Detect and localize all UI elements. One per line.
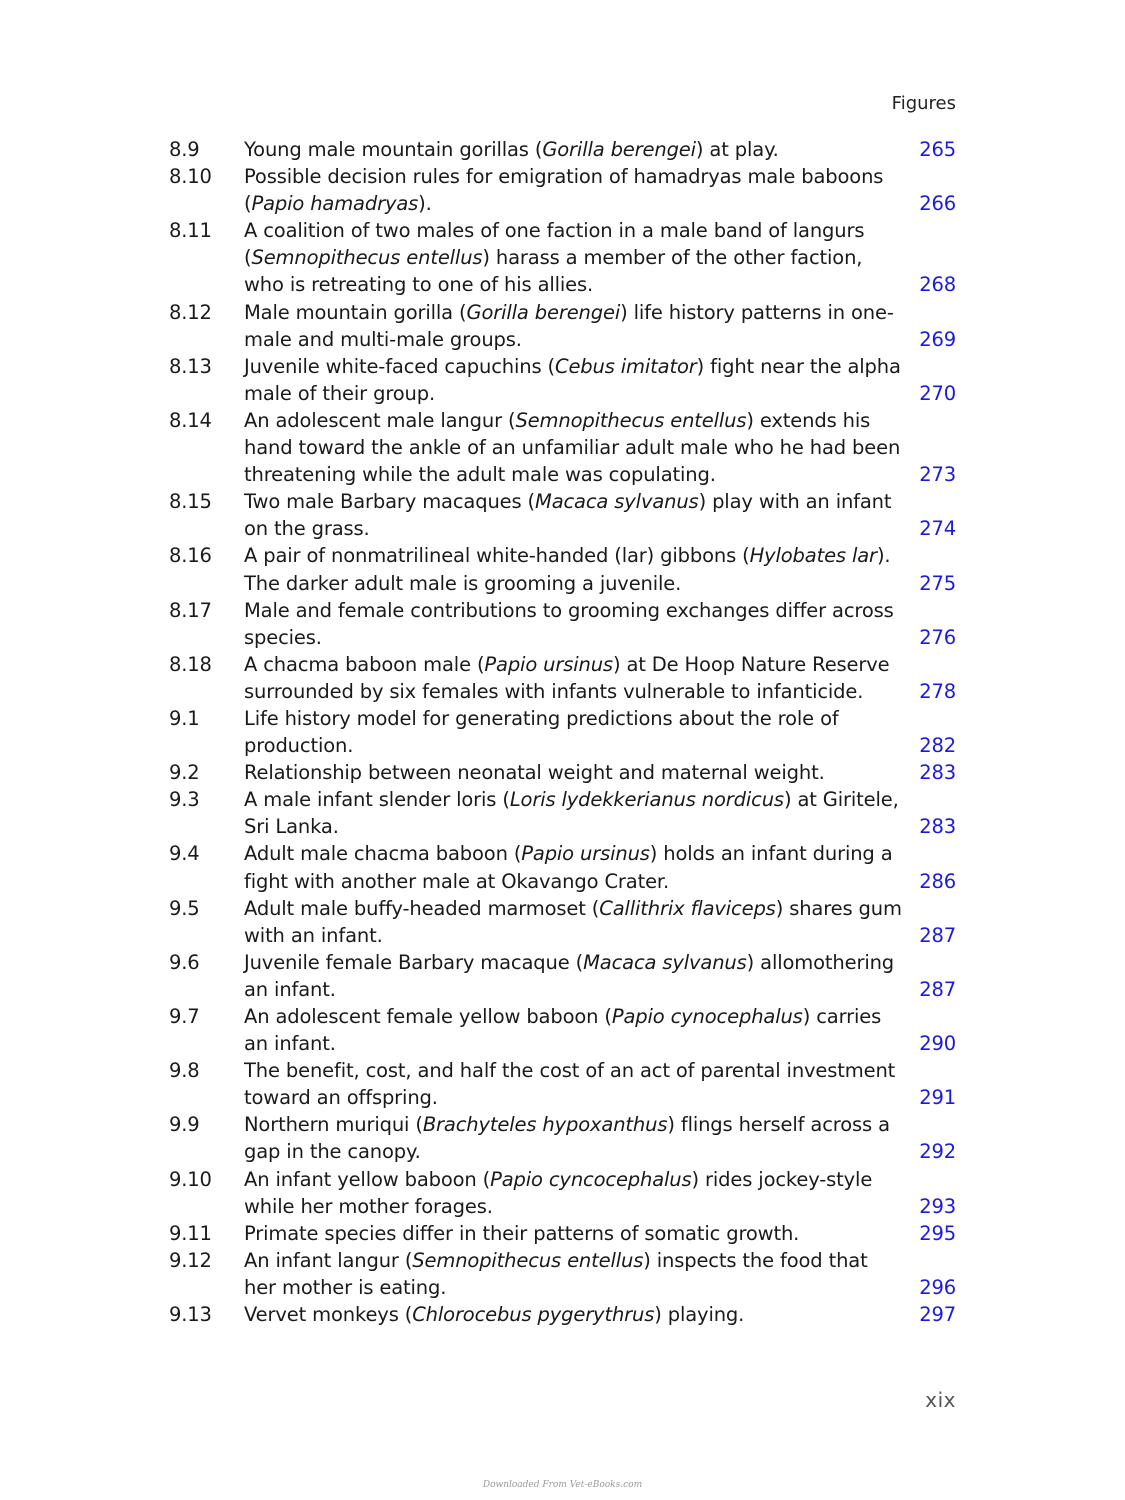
species-name: Brachyteles hypoxanthus	[422, 1113, 668, 1137]
caption-text: Male and female contributions to grooming exchanges differ across species.	[244, 598, 894, 649]
figure-caption	[244, 407, 902, 488]
caption-text: ).	[418, 192, 432, 216]
page-link[interactable]: 291	[919, 1086, 956, 1110]
figure-entry	[169, 759, 956, 786]
caption-text: Young male mountain gorillas (	[244, 138, 543, 161]
caption-text: Vervet monkeys (	[244, 1303, 413, 1327]
page-link[interactable]: 287	[919, 923, 956, 947]
page-link[interactable]: 295	[919, 1221, 956, 1245]
figure-number: 8.15	[169, 490, 212, 514]
page-link[interactable]: 282	[919, 734, 956, 758]
figure-entry	[169, 1301, 956, 1328]
caption-text: Primate species differ in their patterns of somatic growth.	[244, 1221, 800, 1245]
figure-number: 9.7	[169, 1005, 200, 1028]
figure-entry	[169, 1111, 956, 1165]
page-link[interactable]: 292	[919, 1140, 956, 1164]
figure-entry	[169, 1057, 956, 1111]
caption-text: ) playing.	[654, 1303, 745, 1327]
figure-number: 8.11	[169, 219, 212, 243]
figure-caption	[244, 895, 902, 949]
figure-caption	[244, 1057, 902, 1111]
species-name: Papio cynocephalus	[611, 1005, 803, 1028]
caption-text: ) holds an infant during a fight with another male at Okavango Crater.	[244, 842, 893, 893]
page-folio: xix	[925, 1388, 956, 1412]
figure-number: 9.6	[169, 950, 200, 974]
figure-number: 8.9	[169, 138, 200, 161]
caption-text: Adult male buffy-headed marmoset (	[244, 896, 600, 920]
figure-caption	[244, 1166, 902, 1220]
caption-text: A chacma baboon male (	[244, 652, 485, 676]
caption-text: ) rides jockey-style while her mother forages.	[244, 1167, 873, 1218]
caption-text: Male mountain gorilla (	[244, 300, 467, 324]
species-name: Macaca sylvanus	[583, 950, 747, 974]
page-link[interactable]: 283	[919, 815, 956, 839]
caption-text: ) at De Hoop Nature Reserve surrounded by six females with infants vulnerable to infanticide.	[244, 652, 890, 703]
figure-caption	[244, 1003, 902, 1057]
caption-text: ) flings herself across a gap in the canopy.	[244, 1113, 890, 1164]
figure-caption	[244, 1247, 902, 1301]
figure-number: 9.3	[169, 788, 200, 812]
species-name: Semnopithecus entellus	[412, 1248, 644, 1272]
figure-number: 8.16	[169, 544, 212, 568]
caption-text: An infant langur (	[244, 1248, 413, 1272]
page-link[interactable]: 287	[919, 977, 956, 1001]
caption-text: Juvenile female Barbary macaque (	[244, 950, 584, 974]
caption-text: Possible decision rules for emigration of hamadryas male baboons (	[244, 165, 884, 216]
caption-text: ) harass a member of the other faction, who is retreating to one of his allies.	[244, 246, 863, 297]
species-name: Semnopithecus entellus	[251, 246, 483, 270]
caption-text: ) fight near the alpha male of their group.	[244, 354, 901, 405]
caption-text: A pair of nonmatrilineal white-handed (lar) gibbons (	[244, 544, 750, 568]
page-link[interactable]: 293	[919, 1194, 956, 1218]
figure-entry	[169, 840, 956, 894]
figure-caption	[244, 1111, 902, 1165]
figure-entry	[169, 299, 956, 353]
figure-entry	[169, 542, 956, 596]
caption-text: ) allomothering an infant.	[244, 950, 895, 1001]
figure-entry	[169, 949, 956, 1003]
caption-text: ) at Giritele, Sri Lanka.	[244, 788, 899, 839]
caption-text: ) shares gum with an infant.	[244, 896, 902, 947]
species-name: Semnopithecus entellus	[515, 408, 747, 432]
figure-number: 9.10	[169, 1167, 212, 1191]
species-name: Hylobates lar	[749, 544, 877, 568]
figure-number: 8.17	[169, 598, 212, 622]
figure-entry	[169, 136, 956, 163]
figure-entry	[169, 895, 956, 949]
figure-entry	[169, 488, 956, 542]
page-link[interactable]: 278	[919, 679, 956, 703]
page-link[interactable]: 274	[919, 517, 956, 541]
figure-number: 9.11	[169, 1221, 212, 1245]
figure-entry	[169, 1003, 956, 1057]
figure-entry	[169, 597, 956, 651]
caption-text: Relationship between neonatal weight and maternal weight.	[244, 761, 825, 785]
figure-number: 9.8	[169, 1059, 200, 1083]
figure-caption	[244, 705, 902, 759]
species-name: Callithrix flaviceps	[599, 896, 776, 920]
figure-caption	[244, 786, 902, 840]
figure-caption	[244, 163, 902, 217]
page-link[interactable]: 270	[919, 381, 956, 405]
figure-number: 8.13	[169, 354, 212, 378]
species-name: Chlorocebus pygerythrus	[412, 1303, 655, 1327]
species-name: Cebus imitator	[554, 354, 697, 378]
caption-text: An adolescent female yellow baboon (	[244, 1005, 612, 1028]
figure-number: 9.9	[169, 1113, 200, 1137]
figure-number: 8.18	[169, 652, 212, 676]
caption-text: ). The darker adult male is grooming a juvenile.	[244, 544, 891, 595]
figure-caption	[244, 1301, 902, 1328]
figure-caption	[244, 299, 902, 353]
figure-caption	[244, 353, 902, 407]
figure-caption	[244, 759, 902, 786]
watermark: Downloaded From Vet-eBooks.com	[482, 1480, 643, 1490]
figure-number: 9.4	[169, 842, 200, 866]
figure-number: 9.13	[169, 1303, 212, 1327]
figure-caption	[244, 651, 902, 705]
figure-entry	[169, 163, 956, 217]
caption-text: ) inspects the food that her mother is eating.	[244, 1248, 868, 1299]
figure-caption	[244, 597, 902, 651]
caption-text: ) extends his hand toward the ankle of an unfamiliar adult male who he had been threatening while the adult male was copulating.	[244, 408, 901, 487]
species-name: Papio hamadryas	[251, 192, 419, 216]
caption-text: A male infant slender loris (	[244, 788, 510, 812]
page-link[interactable]: 296	[919, 1275, 956, 1299]
figure-entry	[169, 651, 956, 705]
page-link[interactable]: 275	[919, 571, 956, 595]
figure-caption	[244, 949, 902, 1003]
running-head: Figures	[891, 93, 956, 114]
caption-text: Two male Barbary macaques (	[244, 490, 536, 514]
figure-number: 8.10	[169, 165, 212, 189]
figure-caption	[244, 1220, 902, 1247]
species-name: Gorilla berengei	[466, 300, 621, 324]
species-name: Macaca sylvanus	[535, 490, 699, 514]
page-link[interactable]: 286	[919, 869, 956, 893]
figure-number: 8.14	[169, 408, 212, 432]
caption-text: A coalition of two males of one faction in a male band of langurs (	[244, 219, 865, 270]
page-link[interactable]: 290	[919, 1032, 956, 1056]
species-name: Loris lydekkerianus nordicus	[509, 788, 784, 812]
figure-caption	[244, 136, 902, 163]
caption-text: An infant yellow baboon (	[244, 1167, 491, 1191]
species-name: Papio ursinus	[484, 652, 613, 676]
figure-entry	[169, 1220, 956, 1247]
figure-caption	[244, 542, 902, 596]
figure-number: 9.12	[169, 1248, 212, 1272]
page-link[interactable]: 297	[919, 1303, 956, 1327]
figure-entry	[169, 1166, 956, 1220]
species-name: Papio cyncocephalus	[490, 1167, 692, 1191]
figure-number: 9.5	[169, 896, 200, 920]
caption-text: ) play with an infant on the grass.	[244, 490, 892, 541]
figure-caption	[244, 217, 902, 298]
figure-entry	[169, 786, 956, 840]
page-link[interactable]: 266	[919, 192, 956, 216]
caption-text: The benefit, cost, and half the cost of an act of parental investment toward an offspring.	[244, 1059, 896, 1110]
figure-entry	[169, 705, 956, 759]
page-link[interactable]: 276	[919, 625, 956, 649]
figure-entry	[169, 217, 956, 298]
caption-text: ) carries an infant.	[244, 1005, 882, 1056]
caption-text: An adolescent male langur (	[244, 408, 516, 432]
figure-entry	[169, 407, 956, 488]
page-link[interactable]: 268	[919, 273, 956, 297]
caption-text: Juvenile white-faced capuchins (	[244, 354, 555, 378]
figure-entry	[169, 353, 956, 407]
figure-list	[169, 136, 956, 1328]
species-name: Papio ursinus	[521, 842, 650, 866]
caption-text: ) life history patterns in one-male and multi-male groups.	[244, 300, 894, 351]
caption-text: Life history model for generating predictions about the role of production.	[244, 706, 839, 758]
figure-number: 9.2	[169, 761, 200, 785]
species-name: Gorilla berengei	[542, 138, 696, 161]
caption-text: Adult male chacma baboon (	[244, 842, 522, 866]
page-link[interactable]: 265	[919, 138, 956, 161]
figure-number: 9.1	[169, 706, 200, 730]
page-link[interactable]: 269	[919, 327, 956, 351]
figure-entry	[169, 1247, 956, 1301]
caption-text: Northern muriqui (	[244, 1113, 423, 1137]
figure-number: 8.12	[169, 300, 212, 324]
figure-caption	[244, 840, 902, 894]
caption-text: ) at play.	[695, 138, 779, 161]
page-link[interactable]: 283	[919, 761, 956, 785]
figure-caption	[244, 488, 902, 542]
page-link[interactable]: 273	[919, 463, 956, 487]
